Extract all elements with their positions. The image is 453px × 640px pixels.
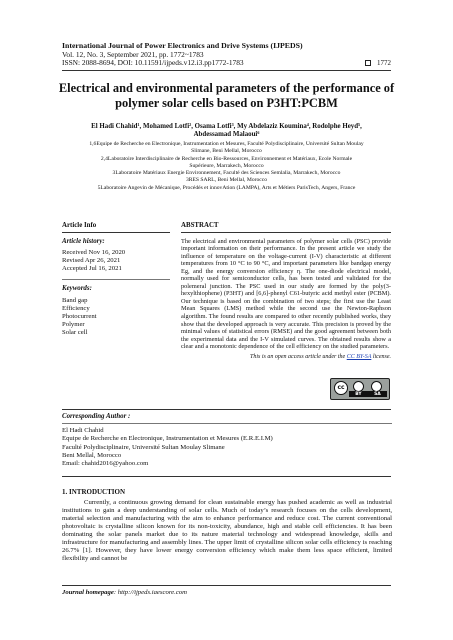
homepage-url[interactable]: : http://ijpeds.iaescore.com [113, 589, 187, 596]
corresponding-heading: Corresponding Author : [62, 413, 131, 420]
title-line-2: polymer solar cells based on P3HT:PCBM [115, 95, 338, 110]
page-number-block [365, 59, 391, 67]
header-divider [62, 70, 391, 71]
introduction-heading: 1. INTRODUCTION [62, 488, 126, 496]
license-prefix: This is an open access article under the [250, 353, 347, 360]
cc-by-sa-badge[interactable] [330, 378, 390, 400]
abstract-section [181, 222, 391, 361]
corresponding-name: El Hadi Chahid [62, 427, 104, 435]
title-line-1: Electrical and environmental parameters of the performance of [58, 81, 395, 95]
issn-line: ISSN: 2088-8694, DOI: 10.11591/ijpeds.v12.i3.pp1772-1783 [62, 58, 244, 68]
homepage-label: Journal homepage [62, 589, 114, 596]
volume-line: Vol. 12, No. 3, September 2021, pp. 1772~1783 [62, 49, 204, 59]
license-link[interactable]: CC BY-SA [346, 353, 372, 360]
corresponding-line: Beni Mellal, Morocco [62, 451, 122, 459]
page-number: 1772 [377, 59, 391, 67]
abstract-text: The electrical and environmental parameters of polymer solar cells (PSC) provide important information on their performance. In the present article we study the influence of temperature on the voltage-current (I-V) characteristic at different temperatures from 10 °C to 90 °C, and important parameters like bandgap energy Eg, and the energy conversion efficiency η. The one-diode electrical model, normally used for semiconductor cells, has been tested and validated for the polemeral junction. The PSC used in our study are formed by the poly(3-hexylthiophene) (P3HT) and [6,6]-phenyl C61-butyric acid methyl ester (PCBM). Our technique is based on the combination of two steps; the first use the Least Mean Squares (LMS) method while the second use the Newton-Raphson algorithm. The found results are compared to other recently published works, they show that the developed approach is very accurate. This precision is proved by the minimal values of statistical errors (RMSE) and the good agreement between both the experimental data and the I-V simulated curves. The obtained results show a clear and a monotonic dependence of the cell efficiency on the studied parameters. [181, 237, 391, 351]
affiliation-line: 3Laboratoire Matériaux Energie Environnement, Faculté des Sciences Semlalia, Marrakech, Morocco [112, 170, 341, 177]
paper-title [50, 81, 403, 110]
license-suffix: license. [371, 353, 391, 360]
footer-divider [62, 585, 391, 586]
badge-sa-label: SA [374, 391, 381, 397]
journal-header [62, 42, 392, 68]
history-revised: Revised Apr 26, 2021 [62, 257, 121, 264]
authors-line-2: Abdessamad Malaoui⁶ [193, 131, 260, 139]
history-received: Received Nov 16, 2020 [62, 249, 126, 256]
corresponding-email: Email: chahid2016@yahoo.com [62, 460, 149, 468]
abstract-heading: ABSTRACT [181, 222, 391, 233]
license-note [181, 354, 391, 362]
corresponding-line: Faculté Polydisciplinaire, Université Sultan Moulay Slimane [62, 443, 225, 451]
journal-homepage [62, 589, 187, 596]
keyword-item: Band gap [62, 297, 88, 304]
author-list [62, 123, 391, 140]
square-icon [365, 60, 371, 66]
affiliation-line: 1,6Equipe de Recherche en Electronique, Instrumentation et Mesures, Faculté Polydisciplinaire, Université Sultan Moulay [89, 141, 364, 147]
affiliation-line: 2,4Laboratoire Interdisciplinaire de Recherche en Bio-Ressources, Environnement et Matériaux, Ecole Normale [100, 155, 353, 162]
journal-name: International Journal of Power Electronics and Drive Systems (IJPEDS) [62, 41, 303, 50]
keyword-item: Photocurrent [62, 313, 97, 320]
section-divider [62, 476, 391, 477]
keyword-item: Solar cell [62, 329, 88, 336]
keyword-item: Efficiency [62, 305, 90, 312]
affiliations [62, 141, 391, 192]
article-info [62, 222, 170, 337]
keywords-heading: Keywords: [62, 285, 92, 292]
badge-label-bar [349, 391, 387, 397]
article-info-heading: Article Info [62, 222, 170, 233]
authors-line-1: El Hadi Chahid¹, Mohamed Lotfi², Osama Lotfi³, My Abdelaziz Koumina⁴, Rodolphe Heyd⁵, [91, 123, 362, 130]
introduction-section [62, 488, 392, 563]
affiliation-line: 5Laboratoire Angevin de Mécanique, Procédés et innovAtion (LAMPA), Arts et Métiers ParisTech, Angers, France [97, 184, 356, 191]
affiliation-line: Supérieure, Marrakech, Morocco [189, 162, 264, 169]
keyword-item: Polymer [62, 321, 85, 328]
section-divider [62, 409, 391, 410]
cc-icon: cc [334, 381, 348, 395]
introduction-text: Currently, a continuous growing demand for clean sustainable energy has pushed academic as well as industrial institutions to gain a deep understanding of solar cells. Much of today’s research focuses on the cells development, material selection and manufacturing with the aim to enhance performance and reduce cost. The current conventional photovoltaic is crystalline silicon known for its non-toxicity, abundance, high and stable cell efficiencies. It has been dominating the solar panels market due to its nature material technology and widespread knowledge, skills and infrastructure for manufacturing and assembly lines. The upper limit of crystalline silicon solar cells efficiency is reaching 26.7% [1]. However, they have lower energy conversion efficiency which make them less space efficient, limited flexibility and cannot be [62, 499, 392, 563]
corresponding-author [62, 413, 392, 468]
affiliation-line: Slimane, Beni Mellal, Morocco [191, 148, 262, 155]
corresponding-line: Equipe de Recherche en Electronique, Instrumentation et Mesures (E.R.E.I.M) [62, 435, 273, 443]
badge-by-label: BY [355, 391, 362, 397]
history-accepted: Accepted Jul 16, 2021 [62, 265, 122, 272]
affiliation-line: 3RES SARL, Beni Mellal, Morocco [185, 177, 268, 184]
history-heading: Article history: [62, 238, 105, 245]
